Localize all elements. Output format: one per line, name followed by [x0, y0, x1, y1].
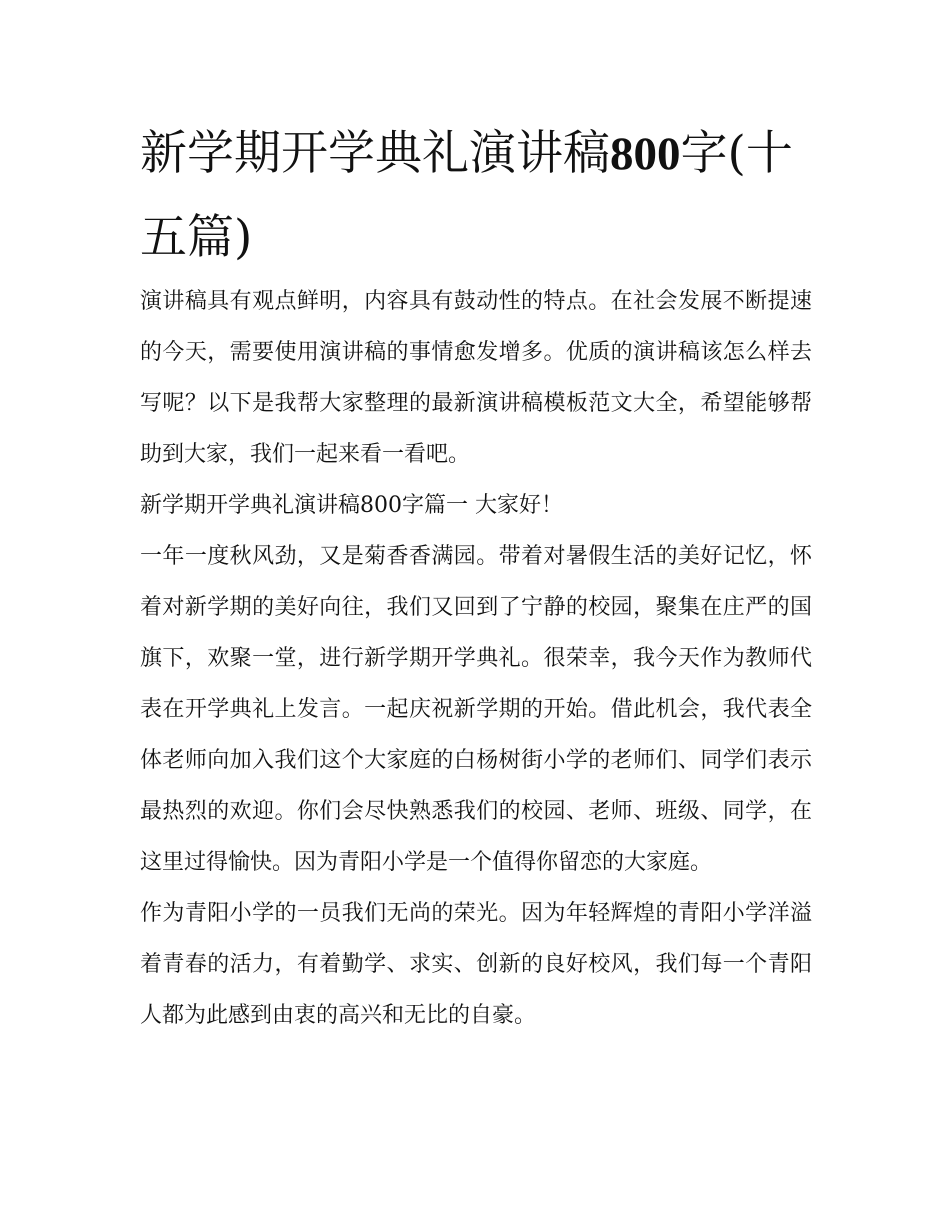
body-paragraph: 一年一度秋风劲，又是菊香香满园。带着对暑假生活的美好记忆，怀着对新学期的美好向往，我们又回到了宁静的校园，聚集在庄严的国旗下，欢聚一堂，进行新学期开学典礼。很荣幸，我今天作为教师代表在开学典礼上发言。一起庆祝新学期的开始。借此机会，我代表全体老师向加入我们这个大家庭的白杨树街小学的老师们、同学们表示最热烈的欢迎。你们会尽快熟悉我们的校园、老师、班级、同学，在这里过得愉快。因为青阳小学是一个值得你留恋的大家庭。	[140, 544, 812, 875]
document-title	[140, 112, 820, 280]
body-paragraph: 作为青阳小学的一员我们无尚的荣光。因为年轻辉煌的青阳小学洋溢着青春的活力，有着勤学、求实、创新的良好校风，我们每一个青阳人都为此感到由衷的高兴和无比的自豪。	[140, 901, 812, 1028]
title-text: 新学期开学典礼演讲稿	[140, 126, 610, 181]
document-body	[140, 276, 812, 1041]
title-suffix: 字(十五篇)	[140, 126, 793, 265]
title-number: 800	[610, 128, 681, 180]
intro-paragraph: 演讲稿具有观点鲜明，内容具有鼓动性的特点。在社会发展不断提速的今天，需要使用演讲稿的事情愈发增多。优质的演讲稿该怎么样去写呢？以下是我帮大家整理的最新演讲稿模板范文大全，希望能够帮助到大家，我们一起来看一看吧。	[140, 289, 812, 467]
section-heading-paragraph: 新学期开学典礼演讲稿800字篇一 大家好！	[140, 493, 563, 518]
